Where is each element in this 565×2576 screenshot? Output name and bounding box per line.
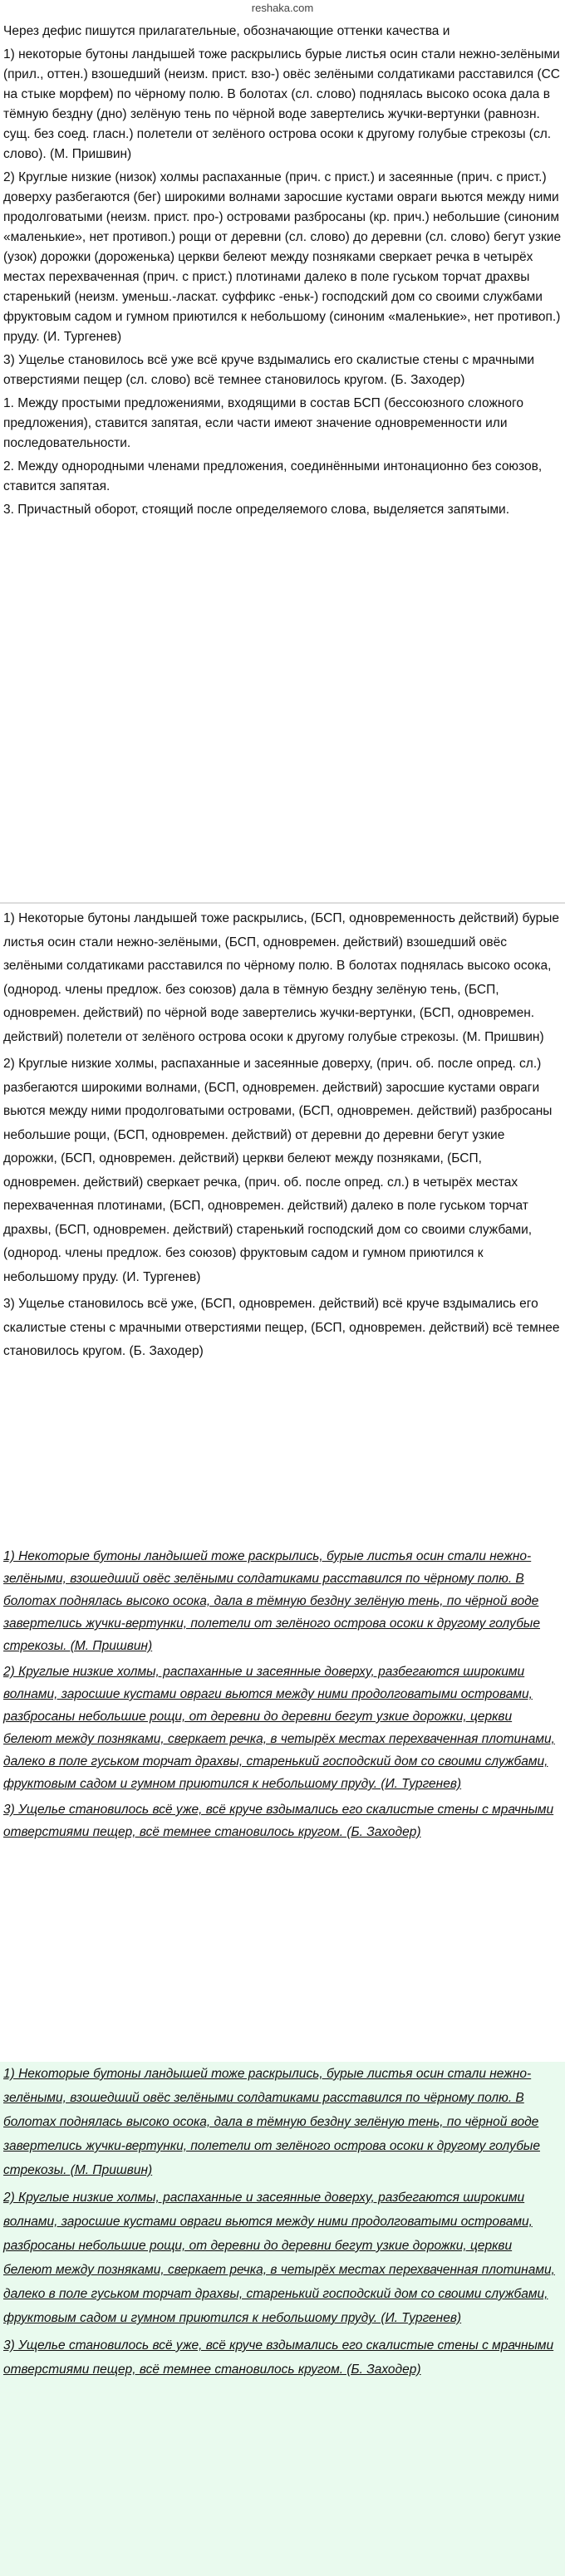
intro-line: Через дефис пишутся прилагательные, обозначающие оттенки качества и [3,24,450,38]
section-original-text [0,22,565,523]
sentence-2: 2) Круглые низкие холмы, распаханные и засеянные доверху, (прич. об. после опред. сл.) разбегаются широкими волнами, (БСП, одновремен. действий) заросшие кустами овраги вьются между ними продолговатыми островами, (БСП, одновремен. действий) разбросаны небольшие рощи, (БСП, одновремен. действий) от деревни до деревни бегут узкие дорожки, (БСП, одновремен. действий) церкви белеют между позняками, (БСП, одновремен. действий) сверкает речка, (прич. об. после опред. сл.) в четырёх местах перехваченная плотинами, (БСП, одновремен. действий) далеко в поле гуськом торчат драхвы, (БСП, одновремен. действий) старенький господский дом со своими службами, (однород. члены предлож. без союзов) фруктовым садом и гумном приютился к небольшому пруду. (И. Тургенев) [3,1057,553,1284]
rule-1: 1. Между простыми предложениями, входящими в состав БСП (бессоюзного сложного предложения), ставится запятая, если части имеют значение одновременности или последовательности. [3,396,523,450]
sentence-2: 2) Круглые низкие (низок) холмы распаханные (прич. с прист.) и засеянные (прич. с прист.) доверху разбегаются (бег) широкими волнами заросшие кустами овраги вьются между ними продолговатыми (неизм. прист. про-) островами разбросаны (кр. прич.) небольшие (синоним «маленькие», нет противоп.) рощи от деревни (сл. слово) до деревни (сл. слово) бегут узкие (узок) дорожки (дороженька) церкви белеют между позняками сверкает речка в четырёх местах перехваченная (прич. с прист.) плотинами далеко в поле гуськом торчат драхвы старенький (неизм. уменьш.-ласкат. суффикс -еньк-) господский дом со своими службами фруктовым садом и гумном приютился к небольшому (синоним «маленькие», нет противоп.) пруду. (И. Тургенев) [3,170,562,344]
sentence-1: 1) Некоторые бутоны ландышей тоже раскрылись, бурые листья осин стали нежно-зелёными, взошедший овёс зелёными солдатиками расставился по чёрному полю. В болотах поднялась высоко осока, дала в тёмную бездну зелёную тень, по чёрной воде завертелись жучки-вертунки, полетели от зелёного острова осоки к другому голубые стрекозы. (М. Пришвин) [3,1549,540,1653]
sentence-3: 3) Ущелье становилось всё уже, (БСП, одновремен. действий) всё круче вздымались его скалистые стены с мрачными отверстиями пещер, (БСП, одновремен. действий) всё темнее становилось кругом. (Б. Заходер) [3,1297,560,1358]
sentence-3: 3) Ущелье становилось всё уже, всё круче вздымались его скалистые стены с мрачными отверстиями пещер, всё темнее становилось кругом. (Б. Заходер) [3,2338,554,2377]
sentence-1: 1) Некоторые бутоны ландышей тоже раскрылись, бурые листья осин стали нежно-зелёными, взошедший овёс зелёными солдатиками расставился по чёрному полю. В болотах поднялась высоко осока, дала в тёмную бездну зелёную тень, по чёрной воде завертелись жучки-вертунки, полетели от зелёного острова осоки к другому голубые стрекозы. (М. Пришвин) [3,2067,540,2177]
sentence-3: 3) Ущелье становилось всё уже всё круче вздымались его скалистые стены с мрачными отверстиями пещер (сл. слово) всё темнее становилось кругом. (Б. Заходер) [3,353,535,387]
sentence-2: 2) Круглые низкие холмы, распаханные и засеянные доверху, разбегаются широкими волнами, заросшие кустами овраги вьются между ними продолговатыми островами, разбросаны небольшие рощи, от деревни до деревни бегут узкие дорожки, церкви белеют между позняками, сверкает речка, в четырёх местах перехваченная плотинами, далеко в поле гуськом торчат драхвы, старенький господский дом со своими службами, фруктовым садом и гумном приютился к небольшому пруду. (И. Тургенев) [3,1665,555,1791]
section-parsed-text-highlighted [0,2062,565,2576]
rule-3: 3. Причастный оборот, стоящий после определяемого слова, выделяется запятыми. [3,503,510,517]
section-parsed-text [0,1545,565,1847]
sentence-1: 1) некоторые бутоны ландышей тоже раскрылись бурые листья осин стали нежно-зелёными (прил., оттен.) взошедший (неизм. прист. взо-) овёс зелёными солдатиками расставился (СС на стыке морфем) по чёрному полю. В болотах (сл. слово) поднялась высоко осока дала в тёмную бездну (дно) зелёную тень по чёрной воде завертелись жучки-вертунки (равнозн. сущ. без соед. гласн.) полетели от зелёного острова осоки к другому голубые стрекозы (сл. слово). (М. Пришвин) [3,47,560,161]
rule-2: 2. Между однородными членами предложения, соединёнными интонационно без союзов, ставится запятая. [3,459,543,493]
section-punctuated-text [0,907,565,1367]
sentence-2: 2) Круглые низкие холмы, распаханные и засеянные доверху, разбегаются широкими волнами, заросшие кустами овраги вьются между ними продолговатыми островами, разбросаны небольшие рощи, от деревни до деревни бегут узкие дорожки, церкви белеют между позняками, сверкает речка, в четырёх местах перехваченная плотинами, далеко в поле гуськом торчат драхвы, старенький господский дом со своими службами, фруктовым садом и гумном приютился к небольшому пруду. (И. Тургенев) [3,2191,555,2325]
sentence-1: 1) Некоторые бутоны ландышей тоже раскрылись, (БСП, одновременность действий) бурые листья осин стали нежно-зелёными, (БСП, одновремен. действий) взошедший овёс зелёными солдатиками расставился по чёрному полю. В болотах поднялась высоко осока, (однород. члены предлож. без союзов) дала в тёмную бездну зелёную тень, (БСП, одновремен. действий) по чёрной воде завертелись жучки-вертунки, (БСП, одновремен. действий) полетели от зелёного острова осоки к другому голубые стрекозы. (М. Пришвин) [3,911,559,1044]
sentence-3: 3) Ущелье становилось всё уже, всё круче вздымались его скалистые стены с мрачными отверстиями пещер, всё темнее становилось кругом. (Б. Заходер) [3,1803,554,1839]
section-divider [0,902,565,904]
site-watermark: reshaka.com [251,2,314,14]
